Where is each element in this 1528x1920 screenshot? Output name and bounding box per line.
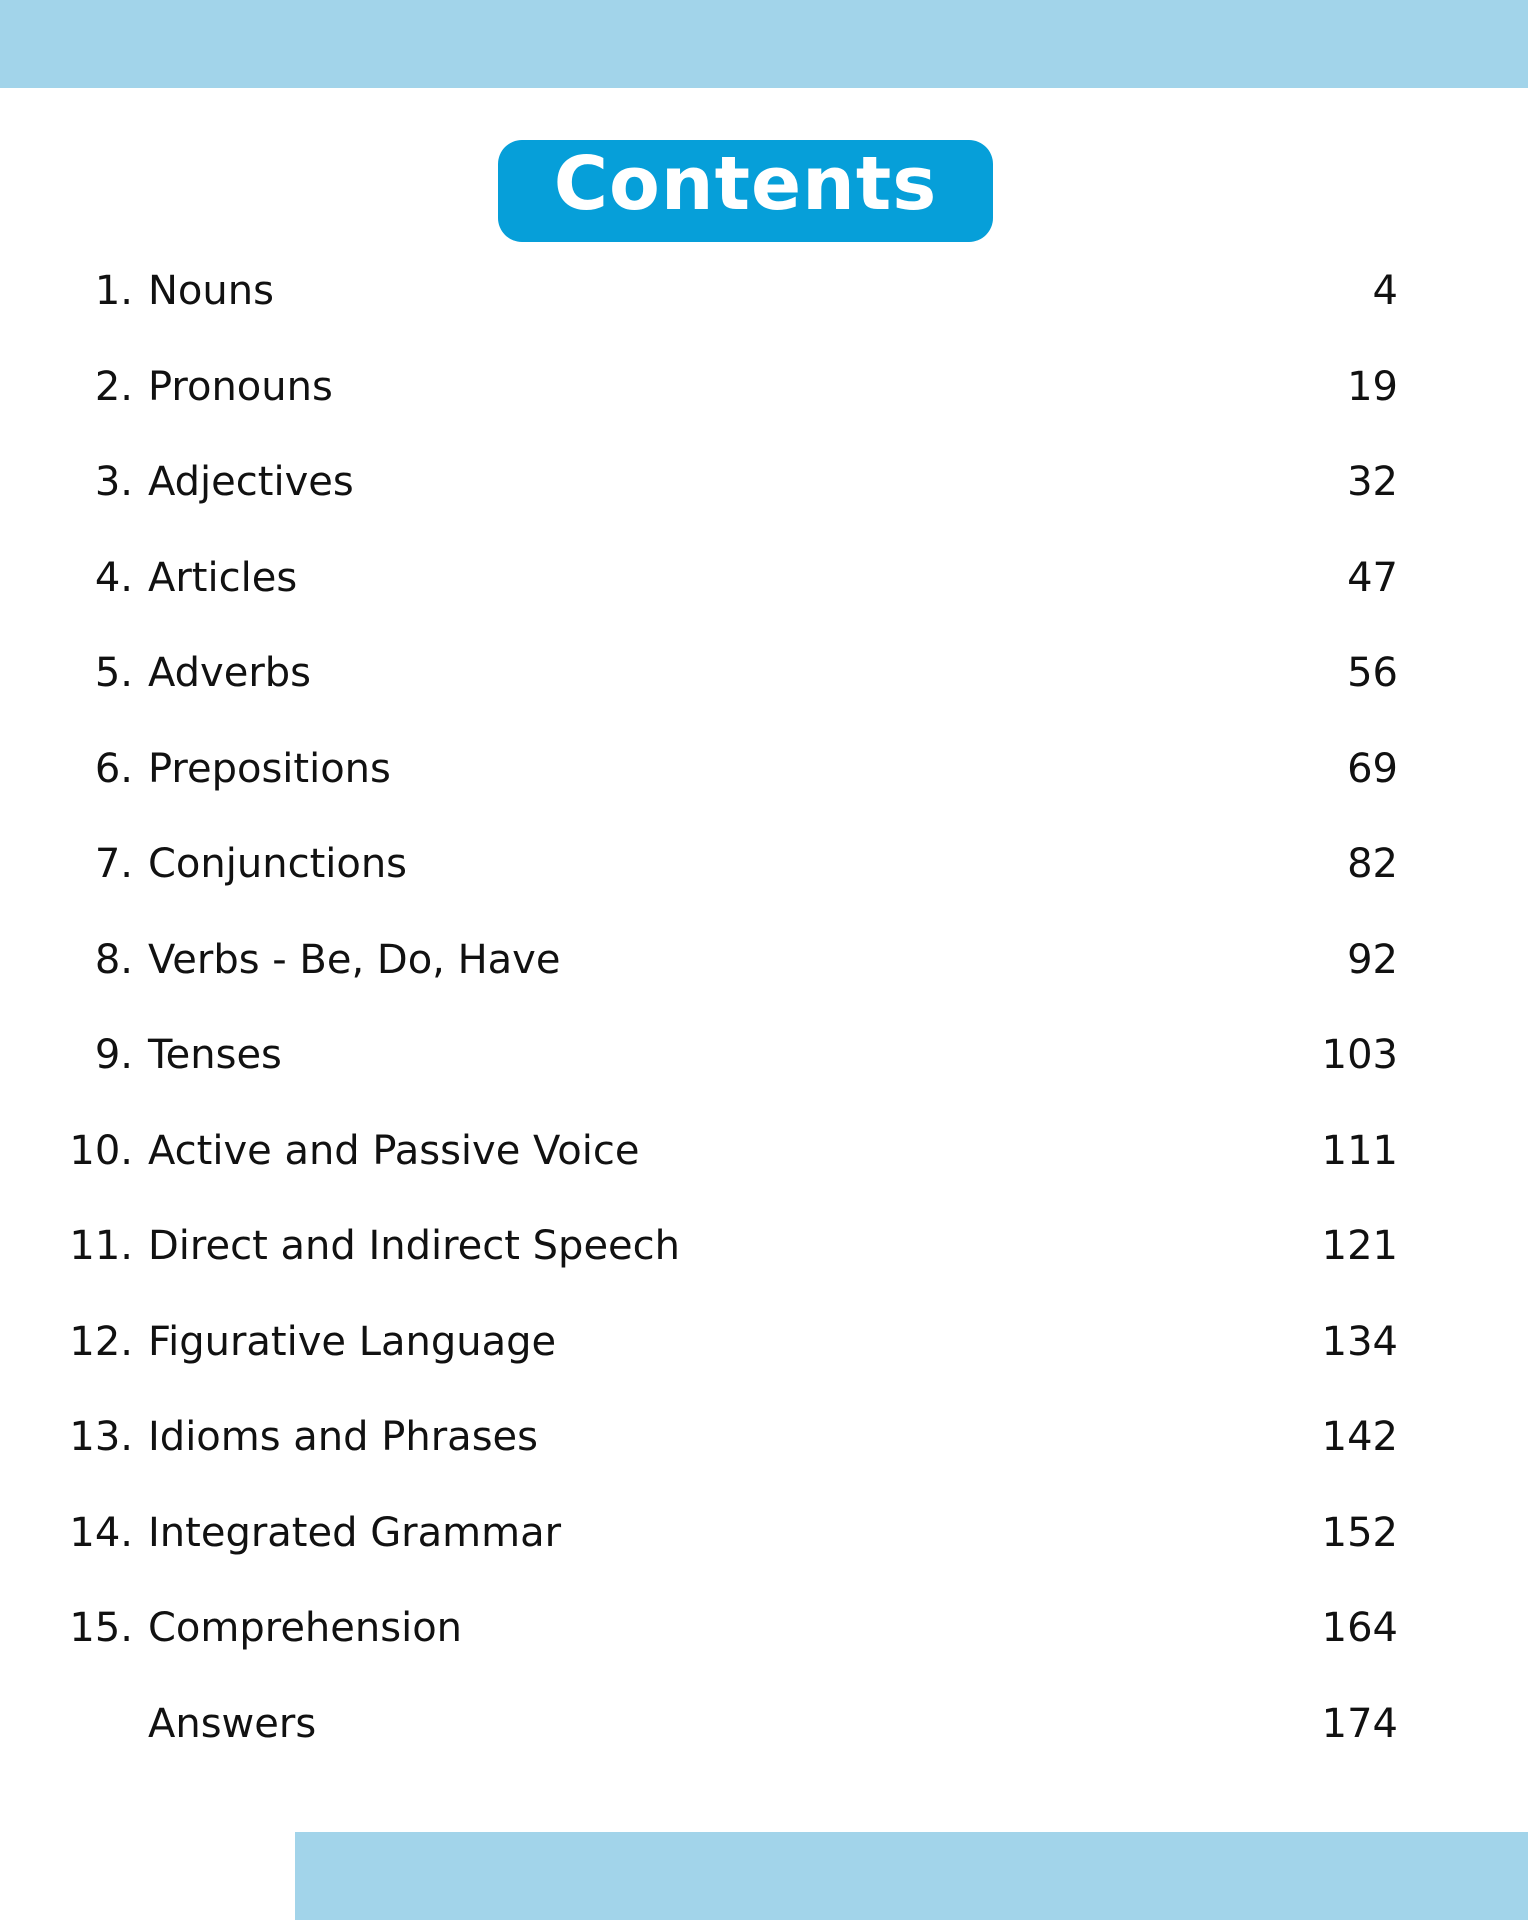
toc-entry[interactable] [0,1498,1528,1568]
page-number: 103 [1321,1032,1398,1078]
toc-entry[interactable] [0,1593,1528,1663]
chapter-title: Integrated Grammar [148,1510,562,1556]
chapter-number: 1. [94,268,133,314]
toc-entry[interactable] [0,638,1528,708]
chapter-number: 9. [94,1032,133,1078]
chapter-number: 7. [94,841,133,887]
chapter-number: 2. [94,364,133,410]
toc-entry[interactable] [0,447,1528,517]
chapter-number: 15. [69,1605,133,1651]
page-title: Contents [553,141,938,227]
toc-entry[interactable] [0,352,1528,422]
page-number: 142 [1321,1414,1398,1460]
toc-entry[interactable] [0,734,1528,804]
contents-title-banner [498,140,993,242]
chapter-title: Direct and Indirect Speech [148,1223,681,1269]
page-number: 92 [1347,937,1398,983]
toc-entry[interactable] [0,925,1528,995]
chapter-title: Tenses [148,1032,282,1078]
chapter-title: Figurative Language [148,1319,557,1365]
chapter-title: Comprehension [148,1605,463,1651]
page-number: 164 [1321,1605,1398,1651]
toc-entry[interactable] [0,1402,1528,1472]
toc-entry[interactable] [0,1307,1528,1377]
page-number: 121 [1321,1223,1398,1269]
chapter-number: 13. [69,1414,133,1460]
toc-entry[interactable] [0,1020,1528,1090]
chapter-number: 3. [94,459,133,505]
chapter-title: Active and Passive Voice [148,1128,640,1174]
top-decorative-band [0,0,1528,88]
chapter-title: Adjectives [148,459,354,505]
chapter-number: 8. [94,937,133,983]
toc-entry[interactable] [0,256,1528,326]
chapter-number: 14. [69,1510,133,1556]
toc-entry-answers[interactable] [0,1689,1528,1759]
chapter-title: Answers [148,1701,317,1747]
chapter-title: Nouns [148,268,274,314]
page-number: 152 [1321,1510,1398,1556]
toc-entry[interactable] [0,1211,1528,1281]
page-number: 174 [1321,1701,1398,1747]
page-number: 111 [1321,1128,1398,1174]
page-number: 19 [1347,364,1398,410]
chapter-title: Pronouns [148,364,333,410]
chapter-number: 5. [94,650,133,696]
page-number: 47 [1347,555,1398,601]
page-number: 32 [1347,459,1398,505]
page-number: 4 [1372,268,1398,314]
toc-entry[interactable] [0,829,1528,899]
chapter-title: Verbs - Be, Do, Have [148,937,561,983]
chapter-number: 10. [69,1128,133,1174]
chapter-title: Conjunctions [148,841,408,887]
page-number: 82 [1347,841,1398,887]
page-number: 56 [1347,650,1398,696]
toc-entry[interactable] [0,543,1528,613]
chapter-title: Prepositions [148,746,391,792]
chapter-number: 6. [94,746,133,792]
toc-entry[interactable] [0,1116,1528,1186]
chapter-title: Articles [148,555,298,601]
chapter-number: 4. [94,555,133,601]
chapter-number: 12. [69,1319,133,1365]
page-number: 134 [1321,1319,1398,1365]
chapter-title: Adverbs [148,650,312,696]
page-number: 69 [1347,746,1398,792]
bottom-decorative-band [295,1832,1528,1920]
chapter-title: Idioms and Phrases [148,1414,538,1460]
chapter-number: 11. [69,1223,133,1269]
